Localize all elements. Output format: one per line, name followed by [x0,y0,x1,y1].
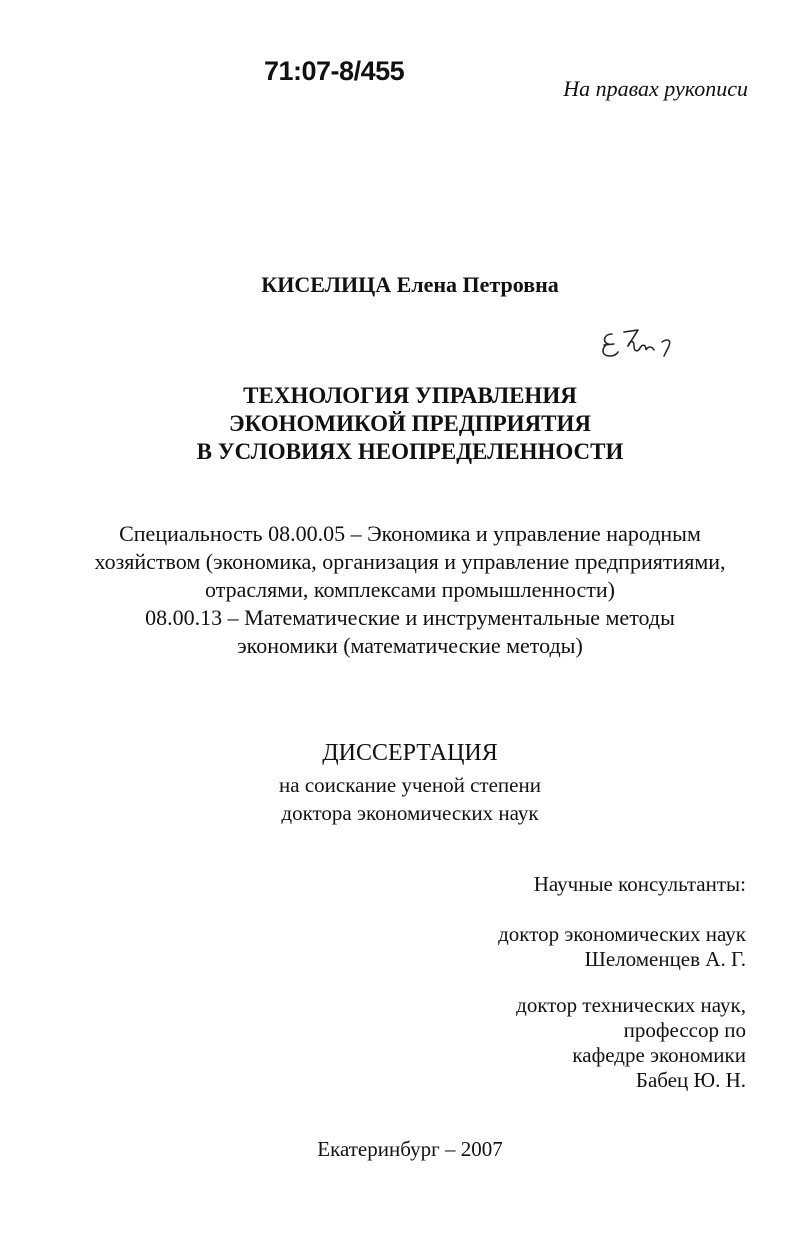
consultant-first [498,922,746,972]
consultants-header: Научные консультанты: [533,872,746,896]
consultant-name: Шеломенцев А. Г. [584,947,746,971]
specialty-block [0,520,798,660]
city-year: Екатеринбург – 2007 [317,1137,503,1161]
title-line: ТЕХНОЛОГИЯ УПРАВЛЕНИЯ [243,383,577,408]
specialty-line: Специальность 08.00.05 – Экономика и управление народным [119,521,701,546]
degree-purpose [0,771,798,827]
rights-note: На правах рукописи [563,76,748,101]
consultant-department: кафедре экономики [572,1043,746,1067]
consultant-position: профессор по [623,1018,746,1042]
specialty-line: экономики (математические методы) [237,633,583,658]
handwritten-signature [598,326,678,362]
author-name: КИСЕЛИЦА Елена Петровна [261,272,559,297]
consultant-second [516,993,746,1093]
document-type-label: ДИССЕРТАЦИЯ [322,740,498,766]
degree-line: на соискание ученой степени [279,773,541,797]
specialty-line: отраслями, комплексами промышленности) [205,577,615,602]
title-line: ЭКОНОМИКОЙ ПРЕДПРИЯТИЯ [229,411,591,436]
consultant-degree: доктор экономических наук [498,922,746,946]
degree-line: доктора экономических наук [281,801,539,825]
dissertation-title [0,382,798,466]
specialty-line: 08.00.13 – Математические и инструментальные методы [145,605,675,630]
specialty-line: хозяйством (экономика, организация и управление предприятиями, [94,549,726,574]
consultant-name: Бабец Ю. Н. [635,1068,746,1092]
catalog-number: 71:07-8/455 [264,56,405,86]
title-line: В УСЛОВИЯХ НЕОПРЕДЕЛЕННОСТИ [196,439,624,464]
consultant-degree: доктор технических наук, [516,993,746,1017]
